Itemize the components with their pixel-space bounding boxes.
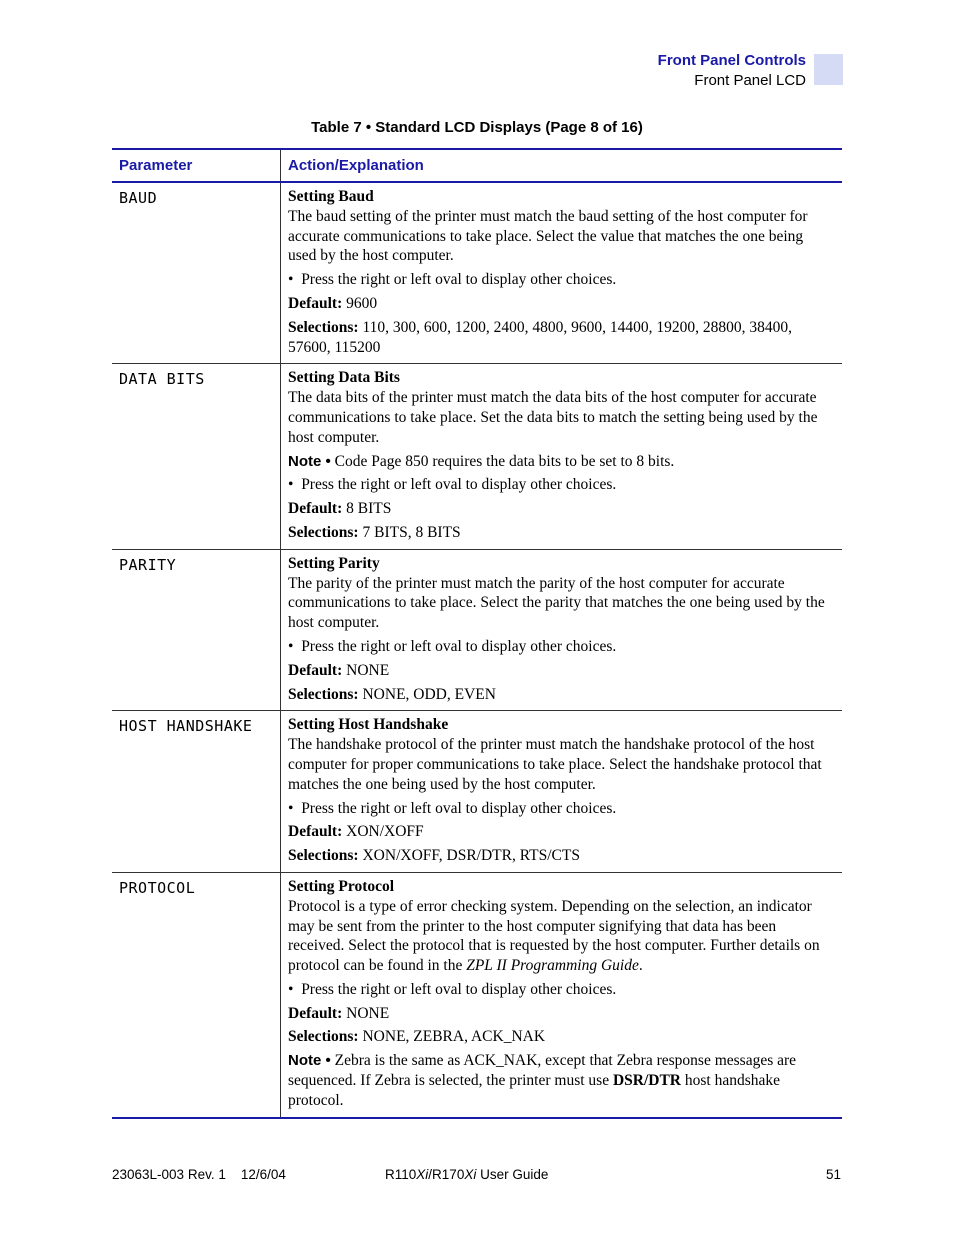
action-cell xyxy=(281,364,843,549)
bullet-glyph: • xyxy=(288,980,294,998)
default-line: Default: 8 BITS xyxy=(288,500,392,518)
running-header xyxy=(658,51,806,91)
note-line: Note • Code Page 850 requires the data bits to be set to 8 bits. xyxy=(288,452,675,470)
note-line: Note • Zebra is the same as ACK_NAK, except that Zebra response messages are sequenced. If Zebra is selected, the printer must use DSR/DTR host handshake protocol. xyxy=(288,1052,797,1109)
header-subsection-title: Front Panel LCD xyxy=(694,72,806,89)
bullet-item: • Press the right or left oval to display other choices. xyxy=(288,637,617,655)
param-cell xyxy=(112,182,281,364)
lcd-displays-table xyxy=(112,148,842,1119)
row-title: Setting Protocol xyxy=(288,877,395,895)
lcd-param-data-bits: DATA BITS xyxy=(119,370,205,389)
lcd-param-protocol: PROTOCOL xyxy=(119,878,196,897)
selections-line: Selections: NONE, ZEBRA, ACK_NAK xyxy=(288,1028,546,1046)
row-title: Setting Host Handshake xyxy=(288,716,449,734)
default-line: Default: XON/XOFF xyxy=(288,823,424,841)
zpl-guide-reference: ZPL II Programming Guide xyxy=(466,957,639,975)
bullet-item: • Press the right or left oval to display other choices. xyxy=(288,476,617,494)
table-row xyxy=(112,549,842,711)
table-caption: Table 7 • Standard LCD Displays (Page 8 of 16) xyxy=(311,119,643,136)
default-line: Default: 9600 xyxy=(288,294,378,312)
footer-guide-title: R110Xi/R170Xi User Guide xyxy=(385,1167,549,1182)
param-cell xyxy=(112,711,281,873)
bullet-glyph: • xyxy=(288,799,294,817)
table-row xyxy=(112,711,842,873)
column-header-action: Action/Explanation xyxy=(281,149,843,182)
bullet-item: • Press the right or left oval to display other choices. xyxy=(288,271,617,289)
row-description: Protocol is a type of error checking system. Depending on the selection, an indicator may be sent from the printer to the host computer signifying that data has been received. Select the protocol that is requested by the host computer. Further details on protocol can be found in the ZPL II Programming Guide. xyxy=(288,897,820,975)
action-cell xyxy=(281,711,843,873)
action-cell xyxy=(281,549,843,711)
bullet-glyph: • xyxy=(288,476,294,494)
header-section-title: Front Panel Controls xyxy=(657,52,806,69)
row-title: Setting Data Bits xyxy=(288,369,400,387)
row-description: The handshake protocol of the printer must match the handshake protocol of the host computer for proper communications to take place. Select the handshake protocol that matches the one being used by the host computer. xyxy=(288,736,822,793)
row-title: Setting Parity xyxy=(288,554,380,572)
header-tab-marker xyxy=(814,54,843,85)
footer-page-number: 51 xyxy=(825,1167,841,1182)
action-cell xyxy=(281,182,843,364)
selections-line: Selections: 7 BITS, 8 BITS xyxy=(288,523,461,541)
bullet-item: • Press the right or left oval to display other choices. xyxy=(288,799,617,817)
column-header-parameter: Parameter xyxy=(112,149,281,182)
default-line: Default: NONE xyxy=(288,661,390,679)
selections-line: Selections: 110, 300, 600, 1200, 2400, 4800, 9600, 14400, 19200, 28800, 38400, 57600, 115200 xyxy=(288,318,793,356)
footer-doc-number: 23063L-003 Rev. 1 12/6/04 xyxy=(112,1167,286,1182)
param-cell xyxy=(112,549,281,711)
lcd-param-host-handshake: HOST HANDSHAKE xyxy=(119,717,253,736)
selections-line: Selections: NONE, ODD, EVEN xyxy=(288,685,496,703)
action-cell xyxy=(281,872,843,1117)
bullet-glyph: • xyxy=(288,637,294,655)
table-header-row xyxy=(112,149,842,182)
footer-date: 12/6/04 xyxy=(240,1167,286,1182)
bullet-glyph: • xyxy=(288,271,294,289)
default-line: Default: NONE xyxy=(288,1004,390,1022)
param-cell xyxy=(112,872,281,1117)
lcd-param-baud: BAUD xyxy=(119,189,158,207)
row-title: Setting Baud xyxy=(288,188,374,205)
bullet-item: • Press the right or left oval to display other choices. xyxy=(288,980,617,998)
lcd-param-parity: PARITY xyxy=(119,555,177,574)
row-description: The data bits of the printer must match the data bits of the host computer for accurate communications to take place. Set the data bits to match the setting being used by the host computer. xyxy=(288,389,818,446)
param-cell xyxy=(112,364,281,549)
row-description: The parity of the printer must match the parity of the host computer for accurate communications to take place. Select the parity that matches the one being used by the host computer. xyxy=(288,574,825,632)
table-row xyxy=(112,364,842,549)
selections-line: Selections: XON/XOFF, DSR/DTR, RTS/CTS xyxy=(288,847,580,865)
table-row xyxy=(112,872,842,1117)
table-row xyxy=(112,182,842,364)
row-description: The baud setting of the printer must match the baud setting of the host computer for accurate communications to take place. Select the value that matches the one being used by the host computer. xyxy=(288,207,808,265)
